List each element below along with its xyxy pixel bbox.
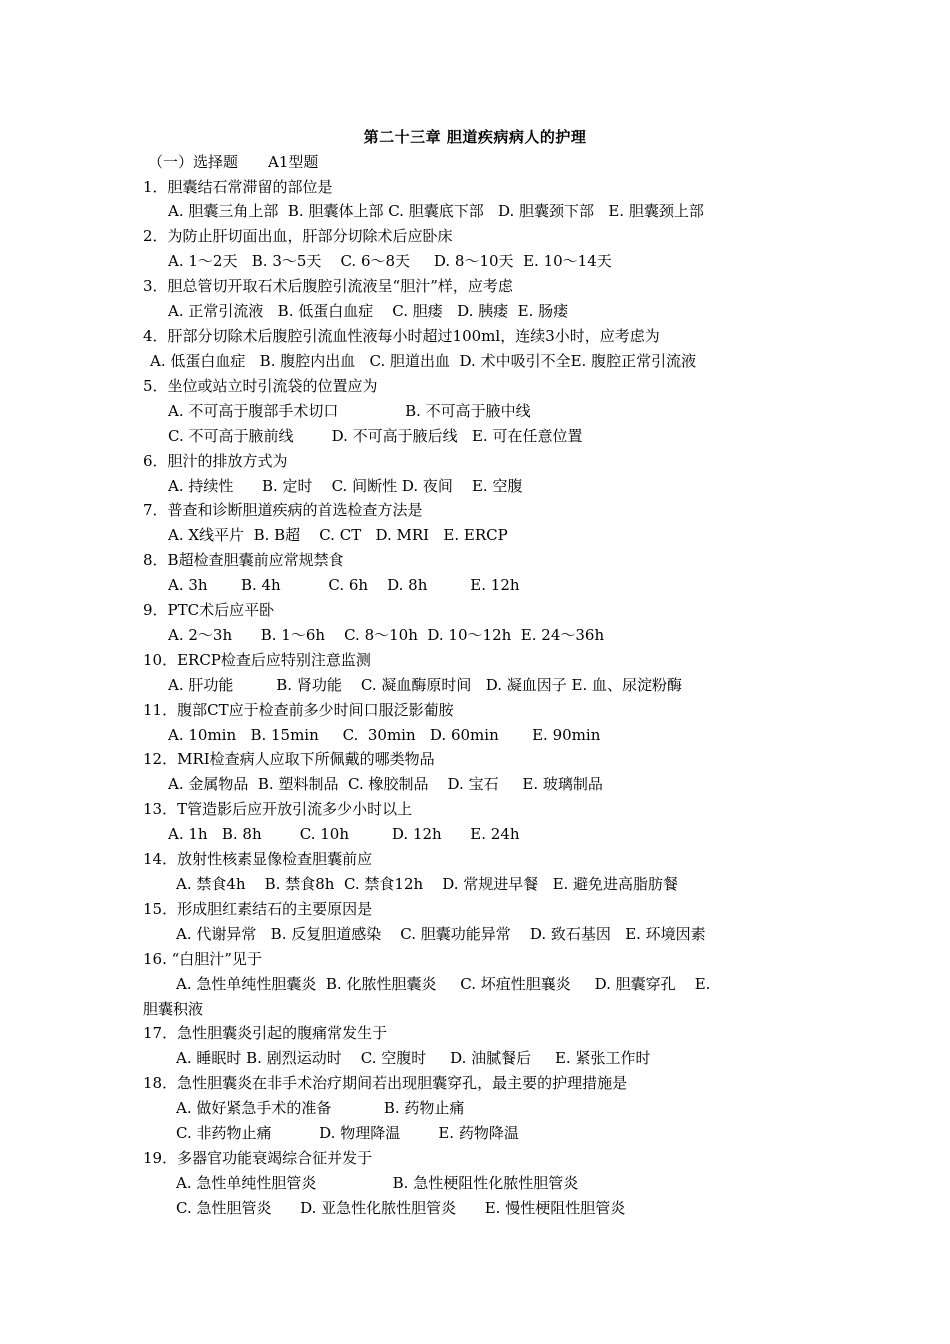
question-stem: 5．坐位或站立时引流袋的位置应为 — [143, 377, 378, 395]
question-stem: 12．MRI检查病人应取下所佩戴的哪类物品 — [143, 750, 435, 768]
answer-options: A. 10min B. 15min C. 30min D. 60min E. 90min — [168, 726, 601, 744]
question-stem: 14．放射性核素显像检查胆囊前应 — [143, 850, 373, 868]
answer-options: A. 肝功能 B. 肾功能 C. 凝血酶原时间 D. 凝血因子 E. 血、尿淀粉酶 — [168, 676, 682, 694]
answer-options: A. 2～3h B. 1～6h C. 8～10h D. 10～12h E. 24～36h — [168, 626, 605, 644]
question-stem: 4．肝部分切除术后腹腔引流血性液每小时超过100ml，连续3小时，应考虑为 — [143, 327, 660, 345]
question-stem: 8．B超检查胆囊前应常规禁食 — [143, 551, 344, 569]
question-stem: 1．胆囊结石常滞留的部位是 — [143, 178, 333, 196]
question-stem: 11．腹部CT应于检查前多少时间口服泛影葡胺 — [143, 701, 454, 719]
answer-options: C. 非药物止痛 D. 物理降温 E. 药物降温 — [176, 1124, 519, 1142]
answer-options: A. 胆囊三角上部 B. 胆囊体上部 C. 胆囊底下部 D. 胆囊颈下部 E. 胆囊颈上部 — [168, 202, 704, 220]
answer-options: C. 不可高于腋前线 D. 不可高于腋后线 E. 可在任意位置 — [168, 427, 583, 445]
chapter-title: 第二十三章 胆道疾病病人的护理 — [363, 128, 587, 146]
answer-options: A. 1h B. 8h C. 10h D. 12h E. 24h — [168, 825, 520, 843]
answer-options: A. 正常引流液 B. 低蛋白血症 C. 胆瘘 D. 胰瘘 E. 肠瘘 — [168, 302, 569, 320]
section-heading: （一）选择题 A1型题 — [148, 153, 319, 171]
answer-options: A. 急性单纯性胆管炎 B. 急性梗阻性化脓性胆管炎 — [176, 1174, 579, 1192]
question-stem: 7．普查和诊断胆道疾病的首选检查方法是 — [143, 501, 423, 519]
answer-options: C. 急性胆管炎 D. 亚急性化脓性胆管炎 E. 慢性梗阻性胆管炎 — [176, 1199, 626, 1217]
answer-options: A. 持续性 B. 定时 C. 间断性 D. 夜间 E. 空腹 — [168, 477, 523, 495]
answer-options: A. 金属物品 B. 塑料制品 C. 橡胶制品 D. 宝石 E. 玻璃制品 — [168, 775, 603, 793]
question-stem: 16. “白胆汁”见于 — [143, 950, 262, 968]
answer-options: 胆囊积液 — [143, 1000, 204, 1018]
question-stem: 9．PTC术后应平卧 — [143, 601, 275, 619]
answer-options: A. 睡眠时 B. 剧烈运动时 C. 空腹时 D. 油腻餐后 E. 紧张工作时 — [176, 1049, 651, 1067]
answer-options: A. 做好紧急手术的准备 B. 药物止痛 — [176, 1099, 465, 1117]
question-stem: 15．形成胆红素结石的主要原因是 — [143, 900, 373, 918]
question-stem: 10．ERCP检查后应特别注意监测 — [143, 651, 371, 669]
question-stem: 13．T管造影后应开放引流多少小时以上 — [143, 800, 413, 818]
answer-options: A. 低蛋白血症 B. 腹腔内出血 C. 胆道出血 D. 术中吸引不全E. 腹腔正常引流液 — [150, 352, 697, 370]
answer-options: A. 代谢异常 B. 反复胆道感染 C. 胆囊功能异常 D. 致石基因 E. 环境因素 — [176, 925, 706, 943]
answer-options: A. 急性单纯性胆囊炎 B. 化脓性胆囊炎 C. 坏疽性胆襄炎 D. 胆囊穿孔 E. — [176, 975, 711, 993]
answer-options: A. 不可高于腹部手术切口 B. 不可高于腋中线 — [168, 402, 531, 420]
question-stem: 3．胆总管切开取石术后腹腔引流液呈“胆汁”样，应考虑 — [143, 277, 513, 295]
question-stem: 6．胆汁的排放方式为 — [143, 452, 288, 470]
answer-options: A. 禁食4h B. 禁食8h C. 禁食12h D. 常规进早餐 E. 避免进高脂肪餐 — [176, 875, 679, 893]
question-stem: 2．为防止肝切面出血，肝部分切除术后应卧床 — [143, 227, 453, 245]
answer-options: A. 3h B. 4h C. 6h D. 8h E. 12h — [168, 576, 520, 594]
question-stem: 19．多器官功能衰竭综合征并发于 — [143, 1149, 373, 1167]
answer-options: A. 1～2天 B. 3～5天 C. 6～8天 D. 8～10天 E. 10～14天 — [168, 252, 612, 270]
question-stem: 17．急性胆囊炎引起的腹痛常发生于 — [143, 1024, 388, 1042]
answer-options: A. X线平片 B. B超 C. CT D. MRI E. ERCP — [168, 526, 508, 544]
question-stem: 18．急性胆囊炎在非手术治疗期间若出现胆囊穿孔，最主要的护理措施是 — [143, 1074, 628, 1092]
